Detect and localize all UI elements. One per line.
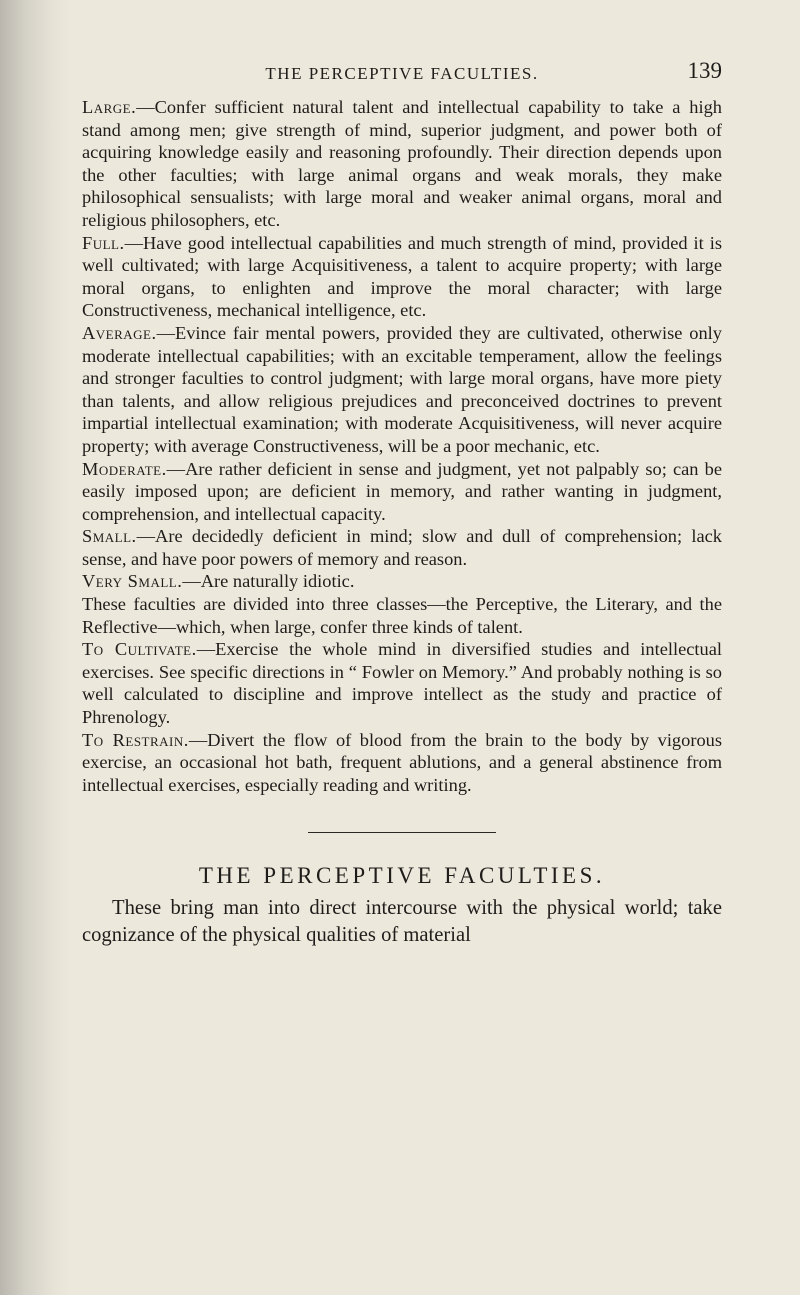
paragraph-head: To Restrain. — [82, 729, 189, 750]
paragraph-head: Small. — [82, 526, 137, 547]
paragraph-to-cultivate — [82, 638, 722, 728]
paragraph-text: —Are naturally idiotic. — [182, 571, 355, 592]
running-head-title: THE PERCEPTIVE FACULTIES. — [265, 64, 539, 83]
body-text — [82, 96, 722, 796]
paragraph-moderate — [82, 458, 722, 526]
paragraph-head: Full. — [82, 232, 125, 253]
paragraph-text: —Are decidedly deficient in mind; slow and dull of comprehension; lack sense, and have poor powers of memory and reason. — [82, 526, 722, 569]
paragraph-full — [82, 232, 722, 322]
section-divider — [308, 832, 496, 833]
paragraph-large — [82, 96, 722, 232]
paragraph-text: —Confer sufficient natural talent and intellectual capability to take a high stand among men; give strength of mind, superior judgment, and power both of acquiring knowledge easily and reasoning profoundly. Their direction depends upon the other faculties; with large animal organs and weak morals, they make philosophical sensualists; with large moral and weaker animal organs, moral and religious philosophers, etc. — [82, 97, 722, 230]
paragraph-head: Large. — [82, 97, 137, 117]
paragraph-text: —Evince fair mental powers, provided they are cultivated, otherwise only moderate intellectual capabilities; with an excitable temperament, allow the feelings and stronger faculties to control judgment; with large moral organs, have more piety than talents, and allow religious prejudices and preconceived doctrines to prevent impartial intellectual examination; with moderate Acquisitiveness, will never acquire property; with average Constructiveness, will be a poor mechanic, etc. — [82, 322, 722, 456]
paragraph-very-small — [82, 570, 722, 593]
book-page — [82, 58, 722, 949]
paragraph-average — [82, 322, 722, 458]
paragraph-text: These faculties are divided into three classes—the Perceptive, the Literary, and the Reflective—which, when large, confer three kinds of talent. — [82, 594, 722, 637]
binding-shadow — [0, 0, 70, 1295]
paragraph-head: Average. — [82, 322, 157, 343]
paragraph-classes — [82, 593, 722, 638]
section-intro-text: These bring man into direct intercourse with the physical world; take cognizance of the physical qualities of material — [82, 897, 722, 947]
paragraph-text: —Divert the flow of blood from the brain to the body by vigorous exercise, an occasional hot bath, frequent ablutions, and a general abstinence from intellectual exercises, especially reading and writing. — [82, 729, 722, 795]
paragraph-text: —Exercise the whole mind in diversified studies and intellectual exercises. See specific directions in “ Fowler on Memory.” And probably nothing is so well calculated to discipline and improve intellect as the study and practice of Phrenology. — [82, 639, 723, 728]
page-number: 139 — [687, 58, 722, 83]
paragraph-text: —Are rather deficient in sense and judgment, yet not palpably so; can be easily imposed upon; are deficient in memory, and rather wanting in judgment, comprehension, and intellectual capacity. — [82, 458, 722, 524]
paragraph-head: To Cultivate. — [82, 639, 197, 660]
paragraph-text: —Have good intellectual capabilities and much strength of mind, provided it is well cultivated; with large Acquisitiveness, a talent to acquire property; with large moral organs, to enlighten and improve the moral character; with large Constructiveness, mechanical intelligence, etc. — [82, 232, 722, 321]
running-head — [82, 58, 722, 96]
paragraph-to-restrain — [82, 729, 722, 797]
paragraph-head: Moderate. — [82, 458, 167, 479]
paragraph-small — [82, 525, 722, 570]
section-title: THE PERCEPTIVE FACULTIES. — [198, 863, 606, 889]
paragraph-head: Very Small. — [82, 571, 183, 592]
